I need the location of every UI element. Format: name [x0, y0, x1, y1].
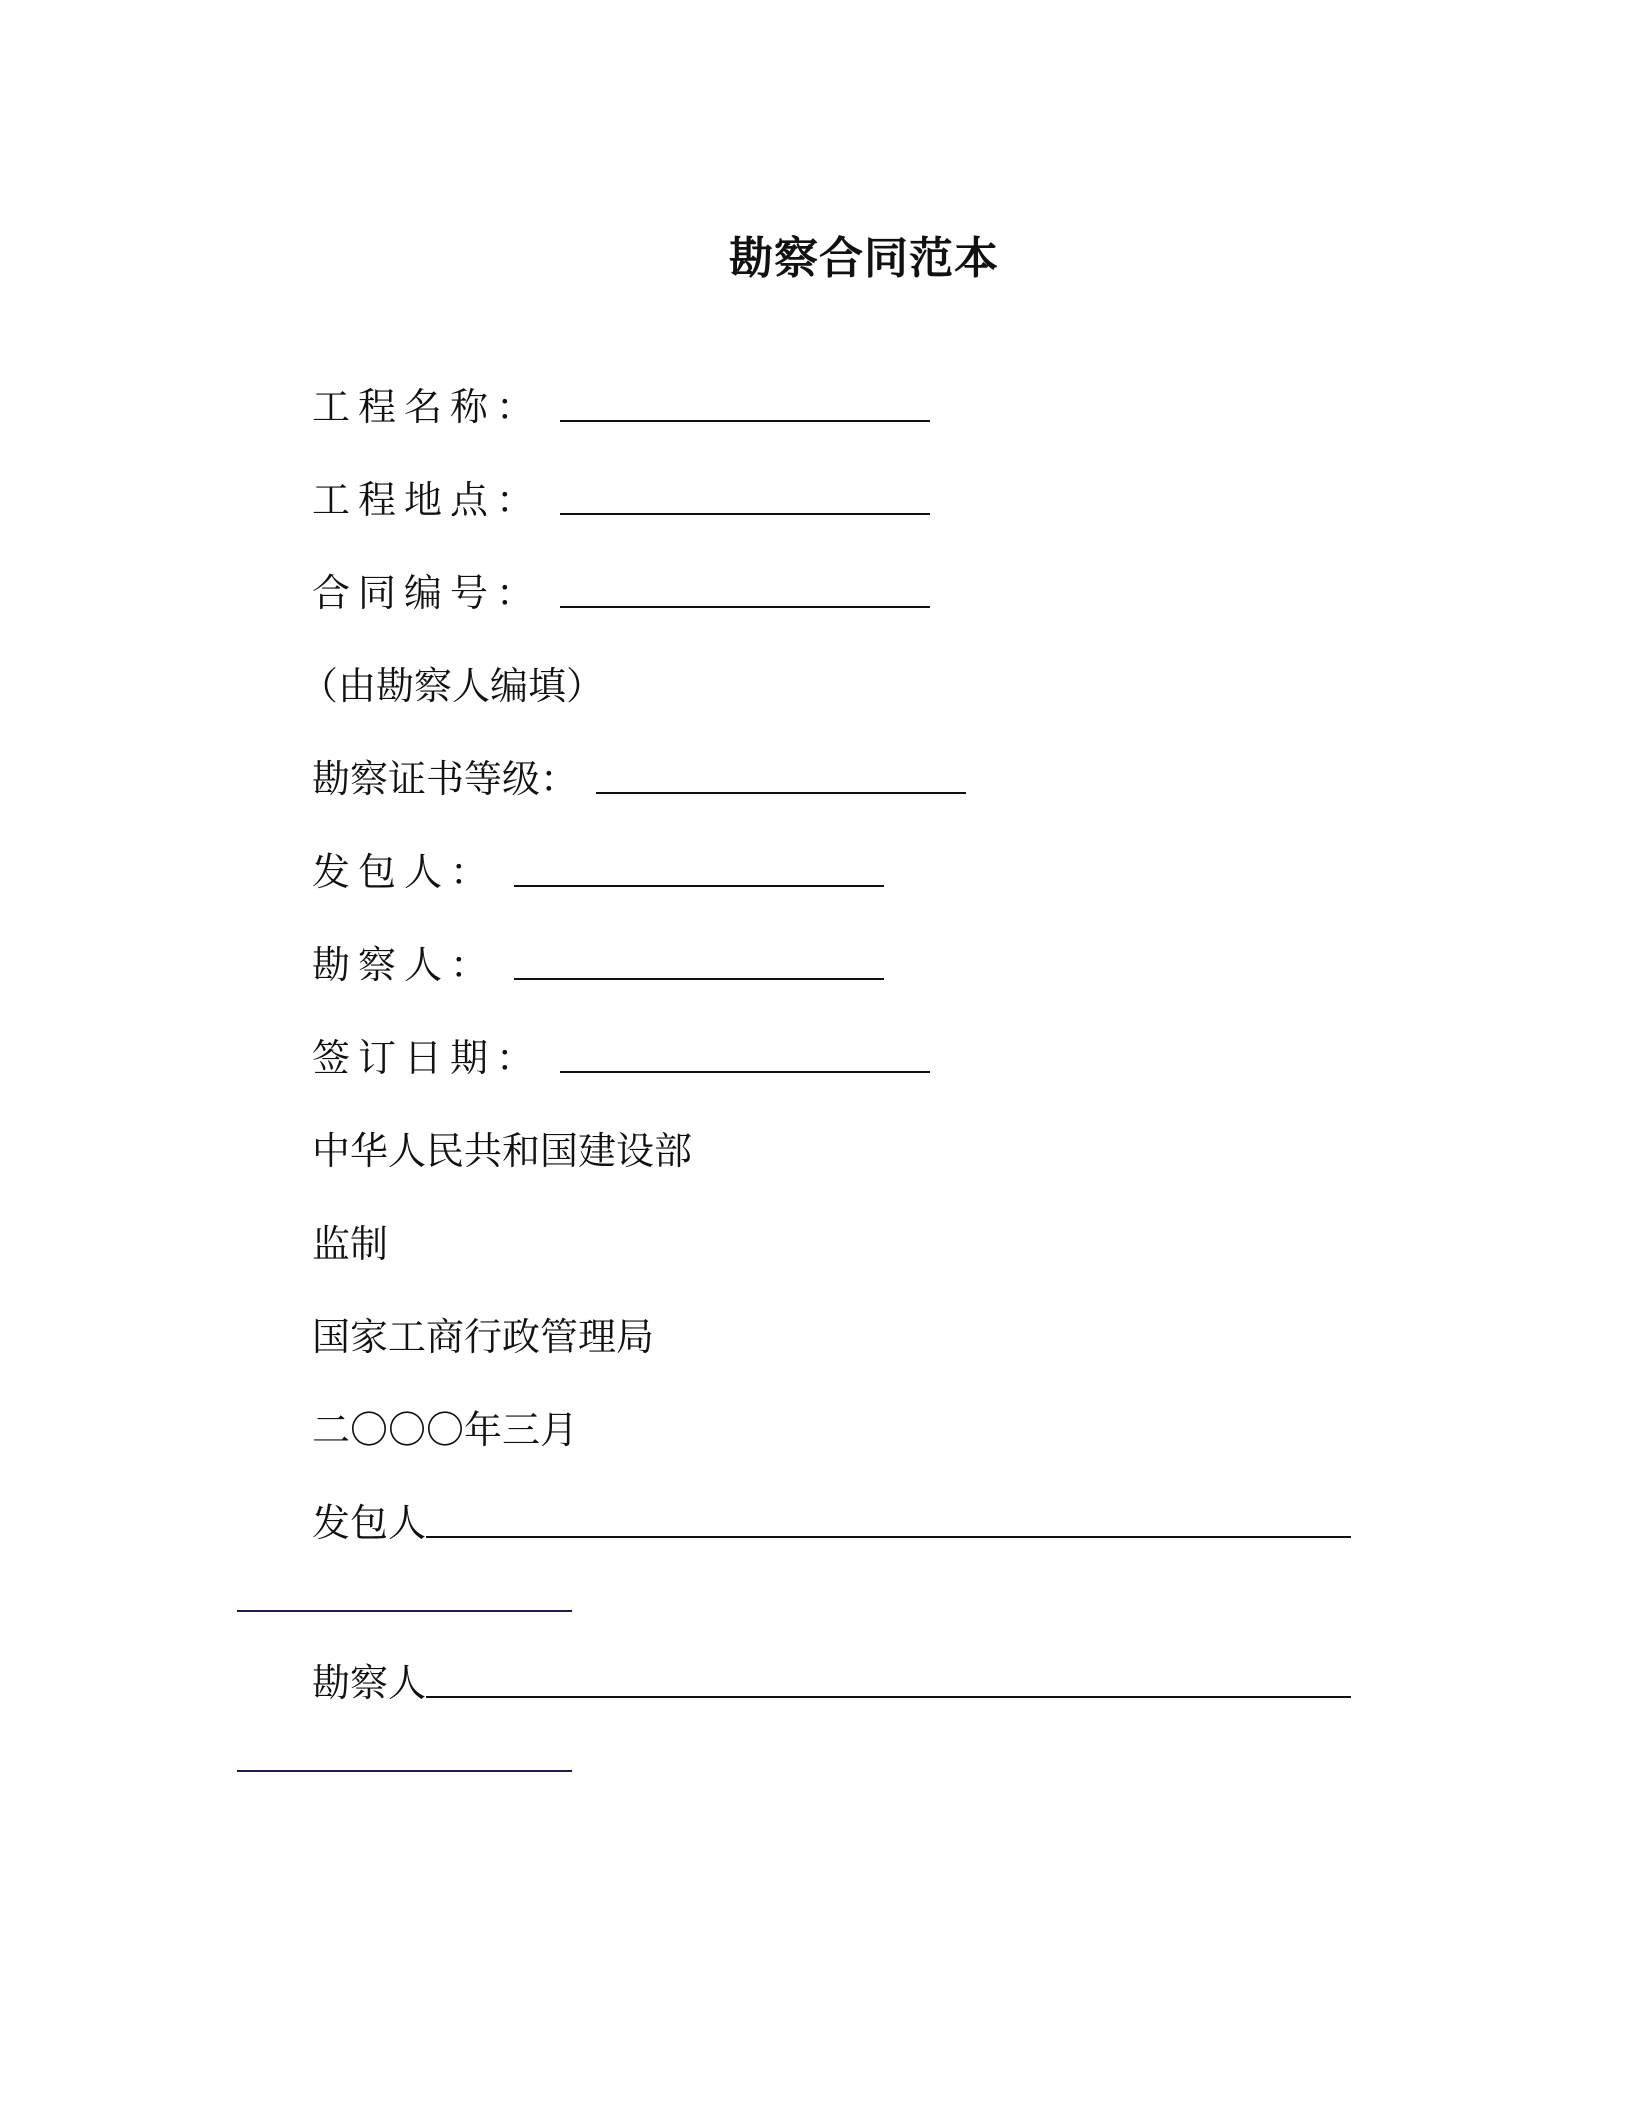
- surveyor-row: [312, 940, 884, 990]
- client-field[interactable]: [514, 847, 884, 887]
- fill-note: （由勘察人编填）: [300, 664, 605, 708]
- project-location-row: [312, 475, 930, 525]
- issuer-administration: 国家工商行政管理局: [312, 1315, 655, 1359]
- project-location-field[interactable]: [560, 475, 930, 515]
- certificate-level-label: 勘察证书等级：: [312, 757, 579, 801]
- contract-number-field[interactable]: [560, 568, 930, 608]
- client-label: 发包人：: [312, 850, 497, 894]
- client-signature-row: [312, 1498, 1351, 1548]
- document-title: 勘察合同范本: [729, 233, 999, 284]
- client-signature-field[interactable]: [426, 1498, 1351, 1538]
- issuer-ministry: 中华人民共和国建设部: [312, 1129, 693, 1173]
- project-location-label: 工程地点：: [312, 478, 543, 522]
- surveyor-signature-label: 勘察人: [312, 1661, 427, 1705]
- certificate-level-row: [312, 754, 966, 804]
- surveyor-field[interactable]: [514, 940, 884, 980]
- sign-date-row: [312, 1033, 930, 1083]
- issue-date: 二〇〇〇年三月: [312, 1408, 579, 1452]
- client-signature-label: 发包人: [312, 1501, 427, 1545]
- project-name-field[interactable]: [560, 382, 930, 422]
- surveyor-signature-field[interactable]: [426, 1658, 1351, 1698]
- surveyor-signature-row: [312, 1658, 1351, 1708]
- client-row: [312, 847, 884, 897]
- contract-number-row: [312, 568, 930, 618]
- sign-date-label: 签订日期：: [312, 1036, 543, 1080]
- sign-date-field[interactable]: [560, 1033, 930, 1073]
- project-name-row: [312, 382, 930, 432]
- certificate-level-field[interactable]: [596, 754, 966, 794]
- surveyor-signature-continuation[interactable]: [237, 1770, 572, 1772]
- client-signature-continuation[interactable]: [237, 1610, 572, 1612]
- surveyor-label: 勘察人：: [312, 943, 497, 987]
- project-name-label: 工程名称：: [312, 385, 543, 429]
- contract-number-label: 合同编号：: [312, 571, 543, 615]
- issuer-supervised: 监制: [312, 1222, 389, 1266]
